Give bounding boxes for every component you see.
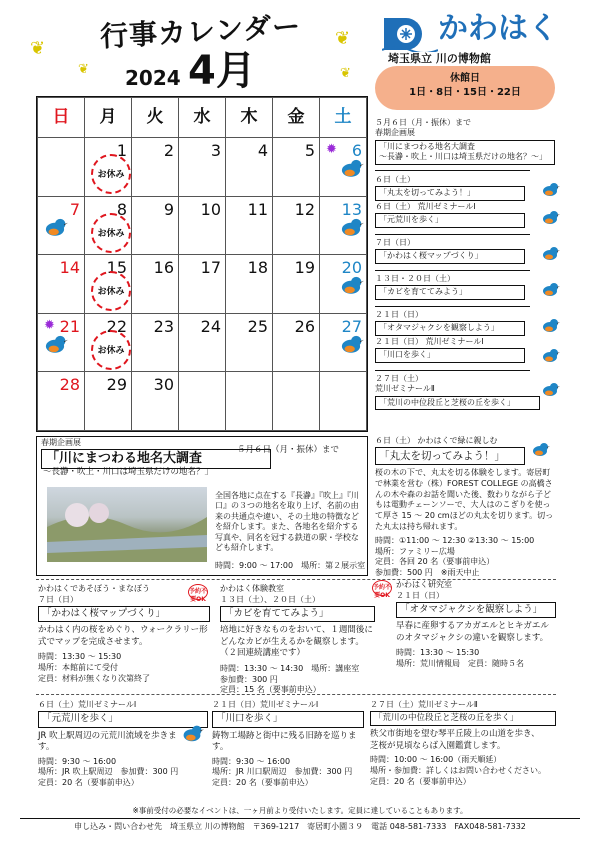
- day-number: 15: [106, 258, 127, 278]
- kingfisher-icon: [540, 346, 560, 366]
- event-place: 場所：ファミリー広場: [375, 546, 455, 556]
- closed-days: 1日・8日・15日・22日: [409, 86, 521, 98]
- day-number: 23: [153, 316, 174, 336]
- calendar-day: [85, 372, 132, 431]
- feature-date: ５月６日（月・振休）まで: [237, 445, 340, 455]
- event-title: 「元荒川を歩く」: [375, 213, 525, 227]
- closed-days-badge: [375, 66, 555, 110]
- event-item: [375, 374, 555, 411]
- day-number: 16: [153, 258, 174, 278]
- butterfly-icon: ❦: [78, 62, 89, 77]
- kingfisher-icon: [42, 215, 68, 241]
- kingfisher-icon: [42, 332, 68, 358]
- event-title: 「カビを育ててみよう」: [375, 285, 525, 299]
- day-number: 14: [59, 258, 80, 278]
- kingfisher-icon: [540, 280, 560, 300]
- event-item: [375, 238, 555, 265]
- calendar-week: [38, 255, 367, 314]
- event-title: 「かわはく桜マップづくり」: [375, 249, 525, 263]
- calendar-day: [179, 255, 226, 314]
- event-date: ６日（土） 荒川ゼミナールⅠ: [375, 201, 476, 211]
- event-body: かわはく内の桜をめぐり、ウォークラリー形式でマップを完成させます。: [38, 625, 208, 647]
- day-number: 29: [106, 375, 127, 395]
- divider: [375, 234, 530, 235]
- event-title: 「荒川の中位段丘と芝桜の丘を歩く」: [370, 711, 556, 726]
- event-title: 「カビを育ててみよう」: [220, 606, 375, 623]
- event-category: 荒川ゼミナールⅡ: [375, 384, 435, 394]
- day-number: 18: [247, 258, 268, 278]
- event-card-otama: [396, 580, 556, 670]
- feature-time: 時間：9:00 ～ 17:00 場所：第２展示室: [215, 561, 366, 570]
- event-date: ２１日（日）荒川ゼミナールⅠ: [212, 700, 319, 709]
- calendar-day: [226, 138, 273, 197]
- day-number: 26: [294, 316, 315, 336]
- event-capacity: 定員：材料が無くなり次第終了: [38, 673, 150, 683]
- weekday-mon: 月: [85, 98, 132, 138]
- day-number: 5: [304, 141, 315, 160]
- closed-label: 休館日: [450, 73, 480, 84]
- calendar-day: [320, 372, 367, 431]
- kingfisher-icon: [180, 722, 204, 746]
- day-number: 9: [163, 199, 174, 219]
- weekday-tue: 火: [132, 98, 179, 138]
- event-time: 時間：9:30 ～ 16:00: [212, 756, 291, 766]
- sun-icon: ✹: [44, 317, 55, 333]
- kingfisher-icon: [338, 215, 364, 241]
- day-number: 11: [247, 199, 268, 219]
- calendar-day: [226, 196, 273, 255]
- weekday-thu: 木: [226, 98, 273, 138]
- day-number: 13: [341, 199, 362, 219]
- sun-icon: ✹: [326, 142, 337, 157]
- footer-contact: 申し込み・問い合わせ先 埼玉県立 川の博物館 〒369-1217 寄居町小園３９ 電話 048-581-7333 FAX048-581-7332: [20, 818, 580, 832]
- butterfly-icon: ❦: [335, 28, 351, 49]
- event-item: [375, 310, 555, 364]
- kingfisher-icon: [338, 273, 364, 299]
- calendar-week: [38, 313, 367, 372]
- event-item: [375, 175, 555, 229]
- event-date: ６日（土）: [375, 175, 415, 184]
- day-number: 2: [163, 141, 174, 160]
- event-date: ２１日（日）: [375, 310, 423, 319]
- kingfisher-icon: [530, 440, 550, 460]
- day-number: 19: [294, 258, 315, 278]
- event-card-sakura: [38, 584, 210, 685]
- event-capacity: 定員：20 名（要事前申込）: [38, 778, 139, 788]
- event-fee: 参加費：500 円 ※雨天中止: [375, 568, 480, 578]
- calendar-day: [132, 196, 179, 255]
- event-date: ７日（日）: [38, 594, 78, 604]
- event-title: 「丸太を切ってみよう！」: [375, 447, 525, 465]
- calendar-day: [320, 196, 367, 255]
- event-category: かわはく研究室: [396, 580, 452, 589]
- calendar-day: [320, 313, 367, 372]
- feature-body: 全国各地に点在する『長瀞』『吹上』『川口』の３つの地名を取り上げ、名前の由来の共通点や違い、その土地の特徴などを紹介します。また、各地名を紹介する写真や、同名を冠する鉄道の駅・学校なども紹介します。: [215, 491, 359, 552]
- event-title-line: 「川にまつわる地名大調査: [379, 141, 475, 151]
- event-capacity: 定員：20 名（要事前申込）: [370, 776, 471, 786]
- calendar-day: [320, 255, 367, 314]
- divider: [375, 170, 530, 171]
- event-title: 「オタマジャクシを観察しよう」: [375, 321, 525, 335]
- logo-text: かわはく: [438, 11, 558, 46]
- day-number: 22: [106, 316, 127, 336]
- event-date: ２１日（日） 荒川ゼミナールⅠ: [375, 336, 484, 346]
- feature-subtitle: 〜長瀞・吹上・川口は埼玉県だけの地名？」: [43, 467, 214, 477]
- no-reservation-badge: 予約不要OK: [188, 584, 208, 600]
- event-card-maruta: [375, 436, 555, 579]
- calendar-week: [38, 138, 367, 197]
- day-number: 25: [247, 316, 268, 336]
- feature-title: 「川にまつわる地名大調査: [41, 449, 271, 469]
- event-place-fee: 場所・参加費：詳しくはお問い合わせください。: [370, 766, 546, 775]
- event-card-kawaguchi: [212, 700, 364, 789]
- calendar-day: [273, 372, 320, 431]
- day-number: 7: [69, 199, 80, 219]
- weekday-sun: 日: [38, 98, 85, 138]
- calendar-day: [273, 138, 320, 197]
- kingfisher-icon: [540, 180, 560, 200]
- page-title: 行事カレンダー: [99, 9, 302, 54]
- event-capacity: 定員：15 名（要事前申込）: [220, 685, 321, 695]
- kingfisher-icon: [540, 316, 560, 336]
- day-number: 30: [153, 375, 174, 395]
- event-title: 「元荒川を歩く」: [38, 711, 208, 728]
- calendar-day: [226, 313, 273, 372]
- event-title: 「荒川の中位段丘と芝桜の丘を歩く」: [375, 396, 540, 410]
- day-number: 3: [210, 141, 221, 160]
- butterfly-icon: ❦: [30, 38, 46, 59]
- day-number: 12: [294, 199, 315, 219]
- event-title: 「川口を歩く」: [212, 711, 364, 728]
- calendar-day: [132, 255, 179, 314]
- museum-logo-icon: [382, 14, 438, 52]
- kingfisher-icon: [338, 332, 364, 358]
- closed-day-mark: お休み: [91, 330, 131, 370]
- feature-exhibition: [36, 436, 368, 576]
- event-subtitle-line: 〜長瀞・吹上・川口は埼玉県だけの地名？〜」: [379, 152, 547, 162]
- event-body: 鋳物工場跡と街中に残る旧跡を巡ります。: [212, 730, 357, 753]
- exhibition-photo: [47, 487, 207, 562]
- event-list: [375, 118, 555, 166]
- calendar-day: [273, 196, 320, 255]
- day-number: 17: [200, 258, 221, 278]
- butterfly-icon: ❦: [340, 66, 351, 81]
- event-card-shibazakura: [370, 700, 556, 788]
- closed-day-mark: お休み: [91, 271, 131, 311]
- calendar-day: [38, 255, 85, 314]
- day-number: 1: [116, 141, 127, 160]
- event-title: [375, 140, 555, 165]
- day-number: 8: [116, 199, 127, 219]
- event-date: ７日（日）: [375, 238, 415, 247]
- event-place: 場所：荒川情報局 定員：随時５名: [396, 659, 524, 669]
- event-place-fee: 場所：JR 吹上駅周辺 参加費：300 円: [38, 767, 179, 777]
- event-time: 時間：9:30 ～ 16:00: [38, 756, 117, 766]
- event-body: JR 吹上駅周辺の元荒川流域を歩きます。: [38, 730, 177, 753]
- event-title: 「丸太を切ってみよう！」: [375, 186, 525, 200]
- event-place-fee: 場所：JR 川口駅周辺 参加費：300 円: [212, 767, 353, 777]
- kingfisher-icon: [540, 244, 560, 264]
- event-category: 春期企画展: [375, 128, 415, 138]
- calendar-day: [38, 372, 85, 431]
- calendar-day: [85, 196, 132, 255]
- calendar-day: [226, 255, 273, 314]
- day-number: 4: [257, 141, 268, 160]
- weekday-row: [38, 98, 367, 138]
- month: 4月: [188, 48, 256, 94]
- event-category: かわはく体験教室: [220, 584, 284, 593]
- event-title: 「かわはく桜マップづくり」: [38, 606, 210, 623]
- event-date: ２７日（土）荒川ゼミナールⅡ: [370, 700, 478, 709]
- event-fee: 参加費：300 円: [220, 674, 278, 684]
- event-category: かわはくであそぼう・まなぼう: [38, 584, 150, 593]
- closed-day-mark: お休み: [91, 213, 131, 253]
- calendar-day: [132, 313, 179, 372]
- calendar-day: [273, 313, 320, 372]
- event-body: 早春に産卵するアカガエルとヒキガエルのオタマジャクシの違いを観察します。: [396, 621, 549, 643]
- weekday-wed: 水: [179, 98, 226, 138]
- event-time: 時間：13:30 ～ 14:30 場所：講座室: [220, 663, 360, 673]
- calendar-day: [132, 372, 179, 431]
- event-date: ２７日（土）: [375, 374, 423, 383]
- event-title: 「川口を歩く」: [375, 348, 525, 362]
- calendar-day: [85, 138, 132, 197]
- day-number: 10: [200, 199, 221, 219]
- calendar-day: [273, 255, 320, 314]
- logo-subtitle: 埼玉県立 川の博物館: [388, 52, 491, 65]
- event-date: ６日（土）荒川ゼミナールⅠ: [38, 700, 137, 709]
- event-card-kabi: [220, 584, 375, 696]
- event-date: １３日・２０日（土）: [375, 274, 455, 283]
- event-title: 「オタマジャクシを観察しよう」: [396, 602, 556, 619]
- footer-note: ※事前受付の必要なイベントは、一ヶ月前より受付いたします。定員に達していることもあります。: [132, 806, 468, 815]
- day-number: 24: [200, 316, 221, 336]
- calendar-day: [179, 313, 226, 372]
- event-body: 秩父市街地を望む琴平丘陵上の山道を歩き、芝桜が見頃ならば入園鑑賞します。: [370, 729, 540, 751]
- kingfisher-icon: [540, 380, 560, 400]
- weekday-sat: 土: [320, 98, 367, 138]
- weekday-fri: 金: [273, 98, 320, 138]
- calendar-day: [226, 372, 273, 431]
- event-date: １３日（土）、２０日（土）: [220, 594, 320, 604]
- event-date: ２１日（日）: [396, 590, 444, 600]
- calendar-day: [38, 196, 85, 255]
- event-capacity: 定員：20 名（要事前申込）: [212, 778, 313, 788]
- event-body: 培地に好きなものをおいて、１週間後にどんなカビが生えるかを観察します。（２回連続講座です）: [220, 625, 373, 659]
- divider: [375, 306, 530, 307]
- closed-day-mark: お休み: [91, 154, 131, 194]
- event-body: 桜の木の下で、丸太を切る体験をします。寄居町で林業を営む（株）FOREST COLLEGE の高橋さんの木や森のお話を聞いた後、数わりながら子どもは電動チェーンソーで、大人はのこぎりを使って厚さ 15 ～ 20 cmほどの丸太を切ります。切った丸太は持ち帰れます。: [375, 467, 554, 531]
- calendar-day: [85, 313, 132, 372]
- year: 2024: [125, 66, 181, 90]
- day-number: 27: [341, 316, 362, 336]
- event-time: 時間：①11:00 ～ 12:30 ②13:30 ～ 15:00: [375, 535, 535, 545]
- event-capacity: 定員：各回 20 名（要事前申込）: [375, 557, 495, 567]
- calendar: [36, 96, 368, 432]
- event-time: 時間：13:30 ～ 15:30: [396, 648, 480, 658]
- calendar-week: [38, 372, 367, 431]
- event-header: ６日（土） かわはくで緑に親しむ: [375, 436, 498, 445]
- calendar-day: [38, 313, 85, 372]
- kingfisher-icon: [540, 208, 560, 228]
- divider: [36, 694, 556, 695]
- calendar-day: [320, 138, 367, 197]
- calendar-day: [38, 138, 85, 197]
- feature-category: 春期企画展: [41, 438, 81, 447]
- day-number: 28: [59, 375, 80, 395]
- divider: [375, 270, 530, 271]
- calendar-week: [38, 196, 367, 255]
- divider: [375, 370, 530, 371]
- day-number: 6: [351, 141, 362, 160]
- calendar-day: [85, 255, 132, 314]
- kingfisher-icon: [338, 156, 364, 182]
- calendar-day: [179, 372, 226, 431]
- event-time: 時間：13:30 ～ 15:30: [38, 652, 122, 662]
- no-reservation-badge: 予約不要OK: [372, 580, 392, 596]
- event-item: [375, 274, 555, 301]
- day-number: 20: [341, 258, 362, 278]
- day-number: 21: [59, 316, 80, 336]
- calendar-day: [179, 138, 226, 197]
- event-time: 時間：10:00 ～ 16:00（雨天順延）: [370, 755, 502, 765]
- event-place: 場所：本館前にて受付: [38, 663, 118, 673]
- calendar-day: [132, 138, 179, 197]
- event-date: ５月６日（月・振休）まで: [375, 118, 471, 127]
- calendar-day: [179, 196, 226, 255]
